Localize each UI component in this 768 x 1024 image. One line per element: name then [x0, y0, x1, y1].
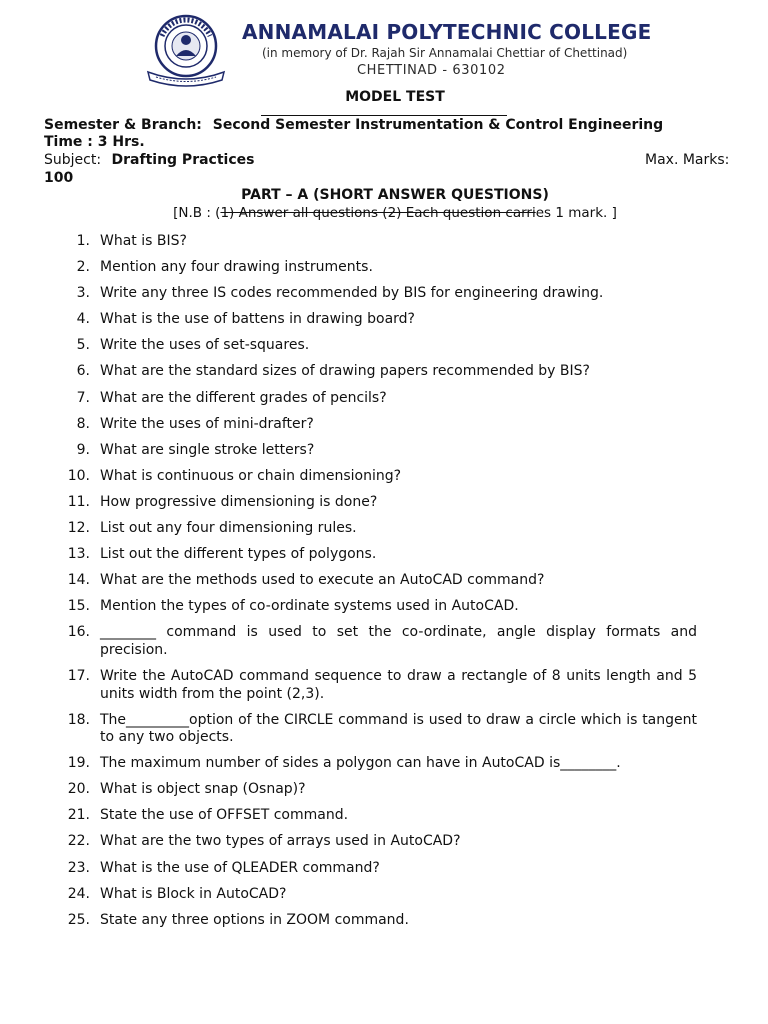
question-text: State the use of OFFSET command. [100, 807, 349, 824]
question-number: 22. [67, 833, 90, 850]
subject-value: Drafting Practices [111, 152, 255, 168]
semester-branch-row [44, 117, 663, 134]
max-marks-value: 100 [44, 170, 74, 186]
question-text: Write the uses of mini-drafter? [100, 415, 314, 432]
question-item [0, 363, 768, 381]
question-item [0, 912, 768, 930]
note-struck-text: 1) Answer all questions (2) Each question carri [220, 205, 536, 221]
question-item [0, 860, 768, 878]
question-item [0, 668, 768, 703]
question-text: Write the uses of set-squares. [100, 337, 310, 354]
question-number: 5. [76, 337, 90, 354]
question-number: 15. [67, 598, 90, 615]
question-item [0, 337, 768, 355]
question-item [0, 833, 768, 851]
question-number: 18. [67, 711, 90, 728]
question-number: 12. [67, 520, 90, 537]
question-text: Write any three IS codes recommended by BIS for engineering drawing. [100, 285, 604, 302]
college-address: CHETTINAD - 630102 [357, 63, 506, 78]
question-number: 8. [76, 415, 90, 432]
question-text: List out any four dimensioning rules. [100, 520, 357, 537]
question-number: 10. [67, 467, 90, 484]
question-number: 13. [67, 546, 90, 563]
question-text: Mention the types of co-ordinate systems used in AutoCAD. [100, 598, 519, 615]
question-number: 7. [76, 389, 90, 406]
question-number: 17. [67, 668, 90, 684]
question-number: 20. [67, 781, 90, 798]
question-text: State any three options in ZOOM command. [100, 911, 409, 928]
question-list [0, 233, 768, 938]
question-text: What is the use of QLEADER command? [100, 859, 380, 876]
question-number: 1. [76, 233, 90, 249]
college-memory-line: (in memory of Dr. Rajah Sir Annamalai Chettiar of Chettinad) [262, 46, 628, 60]
note-suffix: es 1 mark. ] [535, 205, 617, 221]
question-item [0, 442, 768, 460]
question-text: List out the different types of polygons. [100, 546, 377, 563]
question-number: 14. [67, 572, 90, 589]
question-item [0, 285, 768, 303]
question-text: What are single stroke letters? [100, 441, 315, 458]
branch-value: Second Semester Instrumentation & Control Engineering [212, 117, 664, 133]
question-text: Write the AutoCAD command sequence to draw a rectangle of 8 units length and 5 units width from the point (2,3). [100, 668, 697, 702]
question-item [0, 494, 768, 512]
question-item [0, 468, 768, 486]
question-text: What is BIS? [100, 233, 187, 249]
question-number: 11. [67, 493, 90, 510]
question-text: ________ command is used to set the co-ordinate, angle display formats and precision. [100, 624, 697, 658]
question-number: 4. [76, 311, 90, 328]
college-emblem-icon [140, 14, 232, 88]
question-item [0, 755, 768, 773]
question-number: 9. [76, 441, 90, 458]
question-text: The maximum number of sides a polygon can have in AutoCAD is________. [100, 755, 621, 772]
note-prefix: [N.B : ( [173, 205, 221, 221]
question-number: 16. [67, 624, 90, 641]
branch-label: Semester & Branch: [44, 117, 202, 133]
time-row: Time : 3 Hrs. [44, 134, 145, 150]
question-item [0, 712, 768, 747]
question-item [0, 546, 768, 564]
question-item [0, 259, 768, 277]
question-number: 21. [67, 807, 90, 824]
title-underline [261, 115, 507, 116]
question-text: What are the standard sizes of drawing papers recommended by BIS? [100, 363, 590, 380]
question-number: 23. [67, 859, 90, 876]
question-item [0, 598, 768, 616]
question-number: 3. [76, 285, 90, 302]
question-item [0, 390, 768, 408]
question-text: How progressive dimensioning is done? [100, 493, 378, 510]
question-item [0, 781, 768, 799]
question-number: 24. [67, 885, 90, 902]
question-item [0, 233, 768, 251]
instruction-note [0, 205, 768, 221]
question-text: What are the two types of arrays used in AutoCAD? [100, 833, 461, 850]
question-text: What is Block in AutoCAD? [100, 885, 287, 902]
max-marks-label: Max. Marks: [645, 152, 730, 168]
question-item [0, 416, 768, 434]
question-text: What is object snap (Osnap)? [100, 781, 306, 798]
question-text: What is continuous or chain dimensioning? [100, 467, 402, 484]
question-text: The_________option of the CIRCLE command is used to draw a circle which is tangent to any two objects. [100, 711, 697, 746]
subject-row [44, 152, 254, 169]
question-number: 19. [67, 755, 90, 772]
question-item [0, 520, 768, 538]
question-text: What is the use of battens in drawing board? [100, 311, 415, 328]
question-text: What are the methods used to execute an AutoCAD command? [100, 572, 545, 589]
test-title: MODEL TEST [345, 89, 445, 105]
college-name: ANNAMALAI POLYTECHNIC COLLEGE [242, 20, 652, 44]
question-number: 2. [76, 259, 90, 276]
part-title: PART – A (SHORT ANSWER QUESTIONS) [241, 187, 549, 203]
question-item [0, 624, 768, 659]
question-item [0, 807, 768, 825]
question-item [0, 311, 768, 329]
question-item [0, 886, 768, 904]
question-text: What are the different grades of pencils? [100, 389, 387, 406]
question-item [0, 572, 768, 590]
subject-label: Subject: [44, 152, 102, 168]
question-number: 25. [67, 911, 90, 928]
question-text: Mention any four drawing instruments. [100, 259, 373, 276]
question-number: 6. [76, 363, 90, 380]
